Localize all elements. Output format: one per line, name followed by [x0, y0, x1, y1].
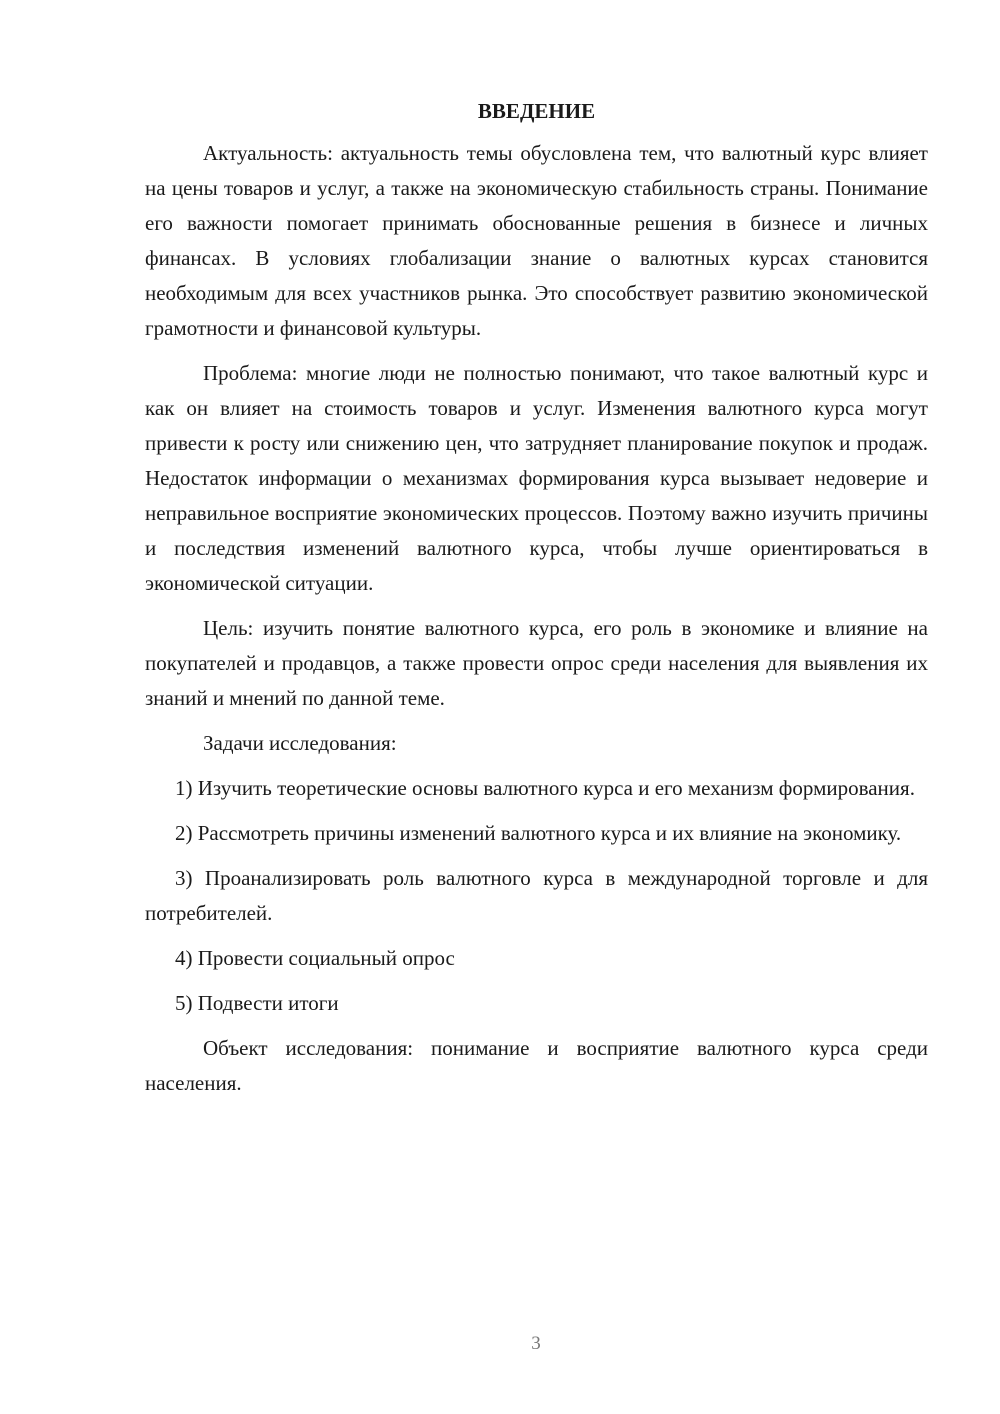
document-page	[145, 96, 928, 1111]
task-item-5: 5) Подвести итоги	[175, 991, 339, 1015]
tasks-heading: Задачи исследования:	[203, 731, 397, 755]
research-object-paragraph: Объект исследования: понимание и восприятие валютного курса среди населения.	[145, 1036, 928, 1095]
task-item-2: 2) Рассмотреть причины изменений валютного курса и их влияние на экономику.	[175, 821, 902, 845]
page-number: 3	[531, 1333, 541, 1354]
problem-paragraph: Проблема: многие люди не полностью понимают, что такое валютный курс и как он влияет на стоимость товаров и услуг. Изменения валютного курса могут привести к росту или снижению цен, что затрудняет планирование покупок и продаж. Недостаток информации о механизмах формирования курса вызывает недоверие и неправильное восприятие экономических процессов. Поэтому важно изучить причины и последствия изменений валютного курса, чтобы лучше ориентироваться в экономической ситуации.	[145, 361, 928, 595]
task-item-3: 3) Проанализировать роль валютного курса в международной торговле и для потребителей.	[145, 866, 928, 925]
section-title: ВВЕДЕНИЕ	[477, 99, 596, 123]
goal-paragraph: Цель: изучить понятие валютного курса, его роль в экономике и влияние на покупателей и продавцов, а также провести опрос среди населения для выявления их знаний и мнений по данной теме.	[145, 616, 928, 710]
task-item-1: 1) Изучить теоретические основы валютного курса и его механизм формирования.	[175, 776, 915, 800]
task-item-4: 4) Провести социальный опрос	[175, 946, 455, 970]
relevance-paragraph: Актуальность: актуальность темы обусловлена тем, что валютный курс влияет на цены товаров и услуг, а также на экономическую стабильность страны. Понимание его важности помогает принимать обоснованные решения в бизнесе и личных финансах. В условиях глобализации знание о валютных курсах становится необходимым для всех участников рынка. Это способствует развитию экономической грамотности и финансовой культуры.	[145, 141, 928, 340]
